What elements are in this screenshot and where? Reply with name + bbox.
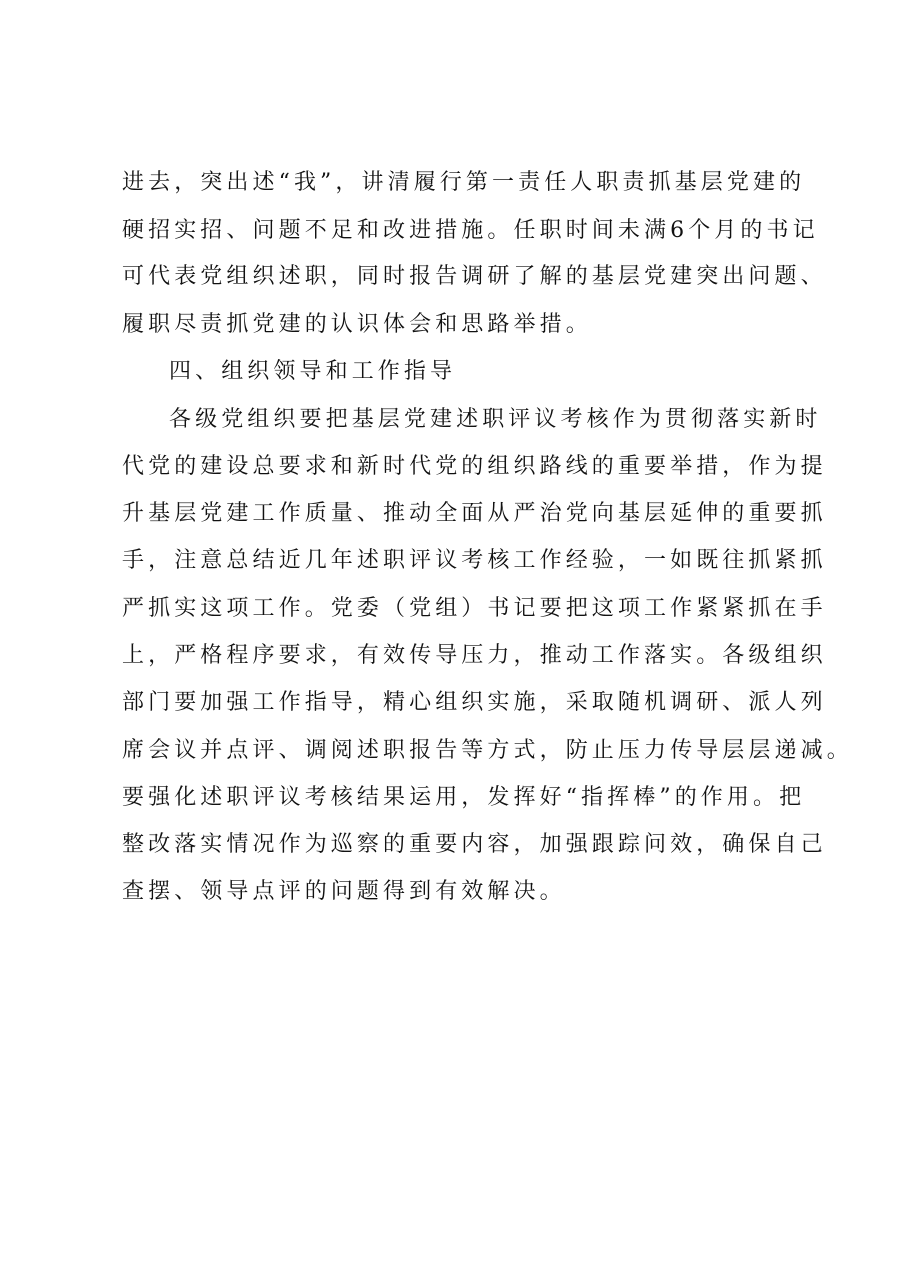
paragraph-1-line-4: 履职尽责抓党建的认识体会和思路举措。	[122, 312, 592, 337]
paragraph-2-line-4: 手，注意总结近几年述职评议考核工作经验，一如既往抓紧抓	[122, 548, 827, 573]
paragraph-2-line-1: 各级党组织要把基层党建述职评议考核作为贯彻落实新时	[169, 407, 822, 432]
paragraph-2-line-9: 要强化述职评议考核结果运用，发挥好“指挥棒”的作用。把	[122, 785, 806, 810]
paragraph-2-line-5: 严抓实这项工作。党委（党组）书记要把这项工作紧紧抓在手	[122, 596, 827, 621]
section-heading: 四、组织领导和工作指导	[169, 359, 457, 384]
paragraph-1-line-1: 进去，突出述“我”，讲清履行第一责任人职责抓基层党建的	[122, 170, 806, 195]
paragraph-2-line-8: 席会议并点评、调阅述职报告等方式，防止压力传导层层递减。	[122, 738, 853, 763]
paragraph-2-line-11: 查摆、领导点评的问题得到有效解决。	[122, 879, 566, 904]
paragraph-2-line-3: 升基层党建工作质量、推动全面从严治党向基层延伸的重要抓	[122, 501, 827, 526]
paragraph-1-line-3: 可代表党组织述职，同时报告调研了解的基层党建突出问题、	[122, 264, 827, 289]
paragraph-2-line-7: 部门要加强工作指导，精心组织实施，采取随机调研、派人列	[122, 690, 827, 715]
paragraph-2-line-6: 上，严格程序要求，有效传导压力，推动工作落实。各级组织	[122, 643, 827, 668]
paragraph-1-line-2: 硬招实招、问题不足和改进措施。任职时间未满6个月的书记	[122, 218, 819, 243]
paragraph-2-line-10: 整改落实情况作为巡察的重要内容，加强跟踪问效，确保自己	[122, 832, 827, 857]
paragraph-2-line-2: 代党的建设总要求和新时代党的组织路线的重要举措，作为提	[122, 454, 827, 479]
